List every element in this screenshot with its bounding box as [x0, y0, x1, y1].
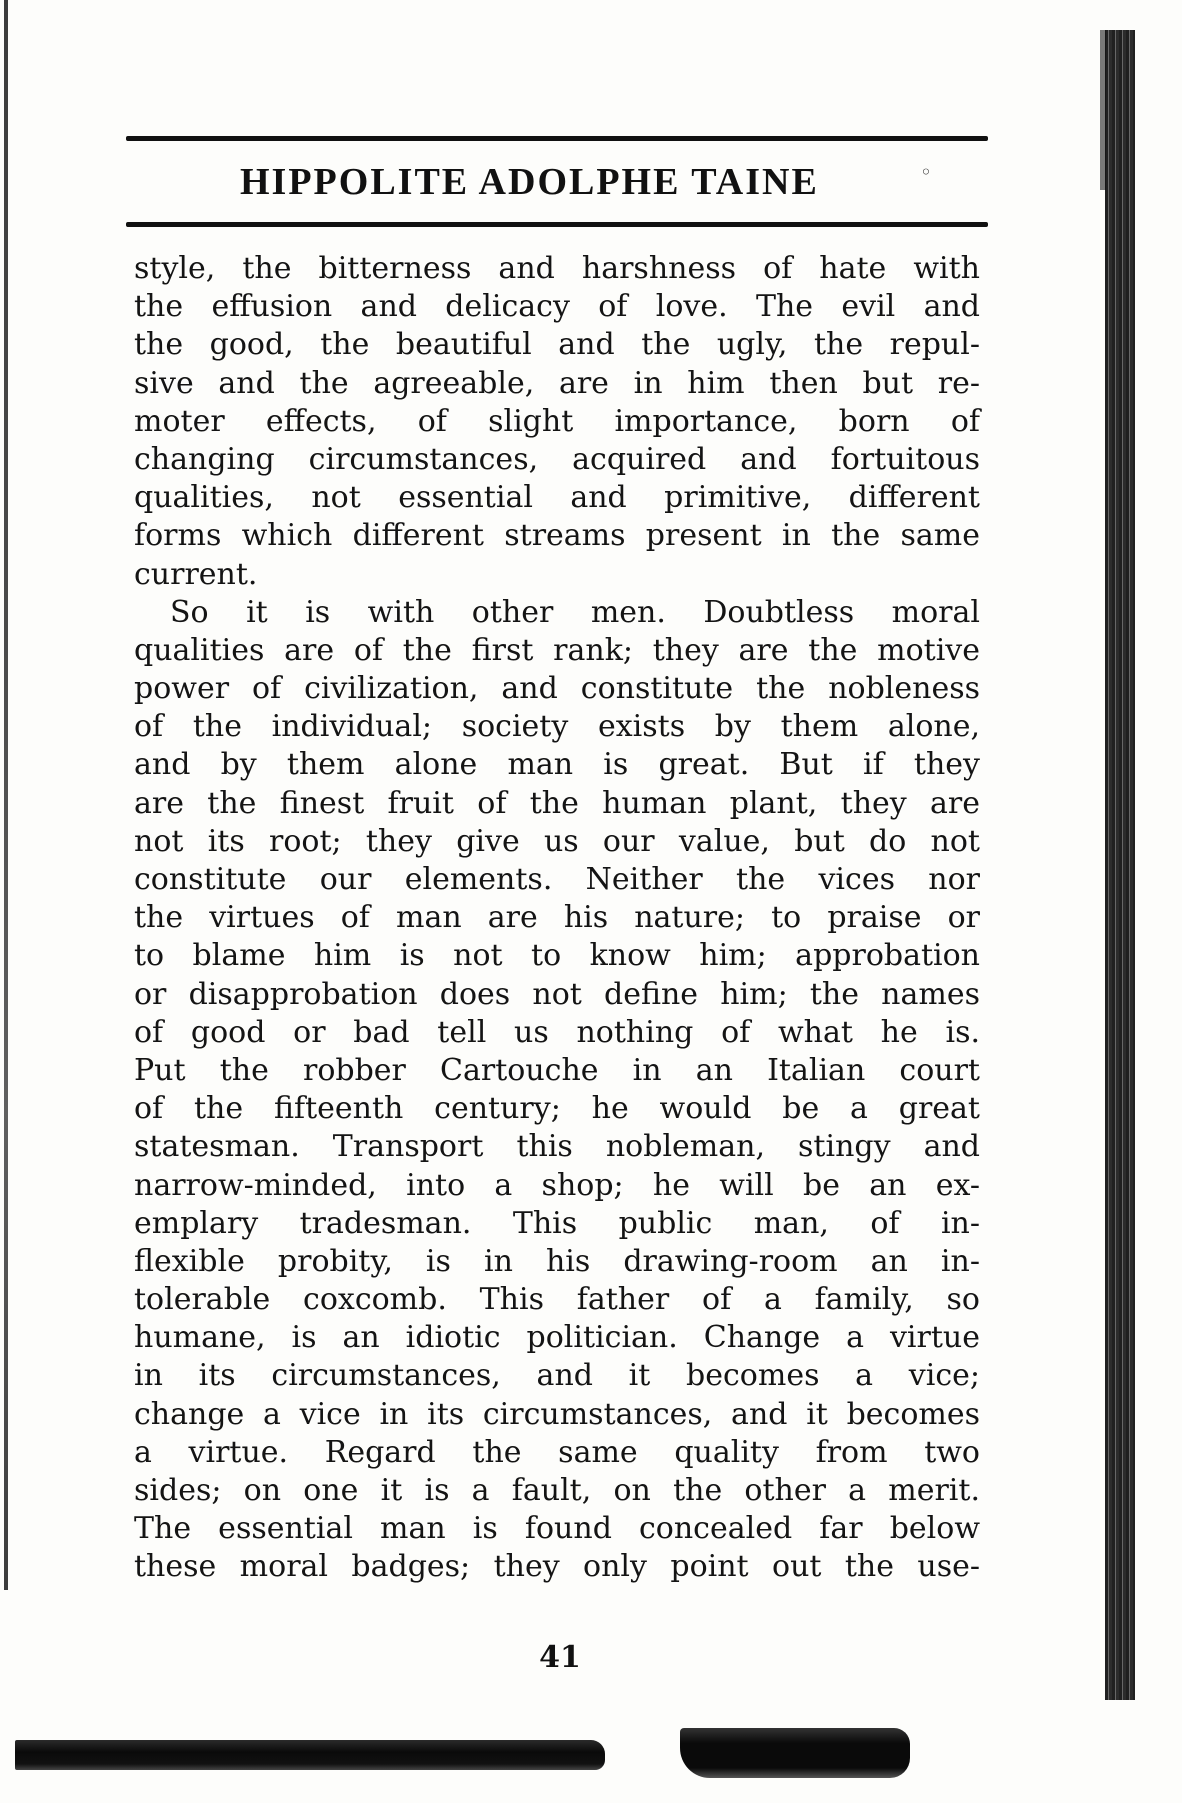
text-line: power of civilization, and constitute the nobleness	[134, 671, 980, 707]
text-line: a virtue. Regard the same quality from two	[134, 1434, 980, 1470]
text-line: The essential man is found concealed far below	[134, 1511, 980, 1547]
text-line: flexible probity, is in his drawing-room an in-	[134, 1243, 980, 1279]
header-rule-top	[126, 136, 988, 141]
scan-binding-edge	[1105, 30, 1135, 1700]
text-line: sides; on one it is a fault, on the other a merit.	[134, 1473, 980, 1508]
text-line: not its root; they give us our value, but do not	[134, 823, 980, 859]
text-line: current.	[134, 556, 258, 592]
scan-bottom-smear-left	[15, 1740, 605, 1770]
text-line: these moral badges; they only point out the use-	[134, 1549, 980, 1585]
text-line: the effusion and delicacy of love. The evil and	[134, 289, 980, 325]
text-line: change a vice in its circumstances, and it becomes	[134, 1396, 980, 1432]
text-line: the good, the beautiful and the ugly, the repul-	[134, 327, 980, 363]
text-line: and by them alone man is great. But if they	[134, 747, 980, 783]
text-line: or disapprobation does not define him; the names	[134, 976, 980, 1012]
text-line: of the individual; society exists by them alone,	[134, 709, 980, 745]
paragraph-start-line: So it is with other men. Doubtless moral	[170, 594, 980, 630]
text-line: qualities are of the first rank; they are the motive	[134, 632, 980, 668]
scan-bottom-smear-right	[680, 1728, 910, 1778]
text-line: changing circumstances, acquired and fortuitous	[134, 441, 980, 477]
text-line: of good or bad tell us nothing of what he is.	[134, 1014, 980, 1050]
text-line: qualities, not essential and primitive, different	[134, 480, 980, 516]
text-line: constitute our elements. Neither the vices nor	[134, 862, 980, 897]
header-rule-bottom	[126, 222, 988, 227]
text-line: in its circumstances, and it becomes a vice;	[134, 1358, 980, 1394]
text-line: humane, is an idiotic politician. Change a virtue	[134, 1320, 980, 1356]
text-line: of the fifteenth century; he would be a great	[134, 1091, 980, 1127]
text-line: to blame him is not to know him; approbation	[134, 938, 980, 974]
text-line: narrow-minded, into a shop; he will be an ex-	[134, 1167, 980, 1203]
text-line: statesman. Transport this nobleman, stingy and	[134, 1129, 980, 1165]
text-line: moter effects, of slight importance, born of	[134, 403, 980, 439]
running-head-title: HIPPOLITE ADOLPHE TAINE	[240, 161, 819, 203]
text-line: tolerable coxcomb. This father of a family, so	[134, 1282, 980, 1318]
scan-left-edge	[4, 0, 8, 1590]
text-line: emplary tradesman. This public man, of in-	[134, 1205, 980, 1241]
text-line: forms which different streams present in the same	[134, 518, 980, 554]
text-line: Put the robber Cartouche in an Italian court	[134, 1052, 980, 1088]
text-line: sive and the agreeable, are in him then but re-	[134, 365, 980, 401]
head-ornament-icon: ◦	[920, 160, 932, 184]
text-line: are the finest fruit of the human plant, they are	[134, 785, 980, 821]
page-number: 41	[539, 1640, 581, 1675]
text-line: the virtues of man are his nature; to praise or	[134, 900, 980, 936]
body-text	[134, 250, 980, 1587]
text-line: style, the bitterness and harshness of hate with	[134, 251, 980, 286]
